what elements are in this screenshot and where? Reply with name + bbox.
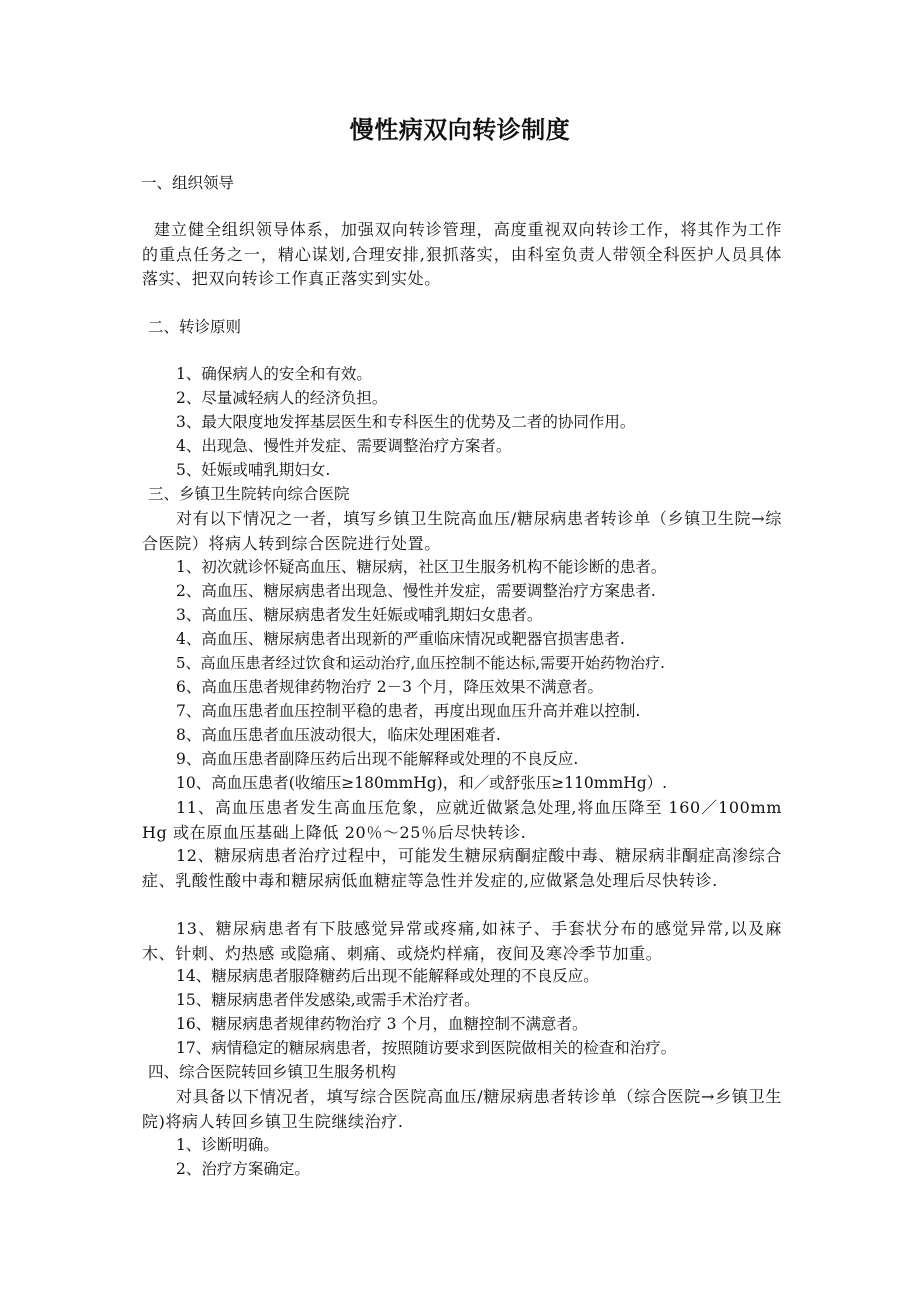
list-item: 1、诊断明确。 bbox=[176, 1136, 279, 1154]
list-item: 17、病情稳定的糖尿病患者，按照随访要求到医院做相关的检查和治疗。 bbox=[176, 1039, 677, 1057]
list-item: 9、高血压患者副降压药后出现不能解释或处理的不良反应. bbox=[176, 750, 579, 768]
list-item: 10、高血压患者(收缩压≥180mmHg)，和／或舒张压≥110mmHg）. bbox=[176, 774, 668, 792]
list-item: 16、糖尿病患者规律药物治疗 3 个月，血糖控制不满意者。 bbox=[176, 1015, 588, 1033]
list-item: 5、高血压患者经过饮食和运动治疗,血压控制不能达标,需要开始药物治疗. bbox=[176, 654, 665, 672]
document-title: 慢性病双向转诊制度 bbox=[349, 116, 571, 144]
section-heading-2: 二、转诊原则 bbox=[148, 318, 242, 336]
list-item: 4、高血压、糖尿病患者出现新的严重临床情况或靶器官损害患者. bbox=[176, 630, 625, 648]
list-item: 6、高血压患者规律药物治疗 2－3 个月，降压效果不满意者。 bbox=[176, 678, 603, 696]
list-item: 14、糖尿病患者服降糖药后出现不能解释或处理的不良反应。 bbox=[176, 967, 599, 985]
list-item: 1、确保病人的安全和有效。 bbox=[176, 365, 372, 383]
list-item: 13、糖尿病患者有下肢感觉异常或疼痛,如袜子、手套状分布的感觉异常,以及麻木、针刺、灼热感 或隐痛、刺痛、或烧灼样痛，夜间及寒冷季节加重。 bbox=[142, 919, 782, 963]
section-heading-1: 一、组织领导 bbox=[141, 174, 235, 192]
list-item: 3、最大限度地发挥基层医生和专科医生的优势及二者的协同作用。 bbox=[176, 413, 636, 431]
list-item: 8、高血压患者血压波动很大，临床处理困难者. bbox=[176, 726, 501, 744]
section-heading-4: 四、综合医院转回乡镇卫生服务机构 bbox=[148, 1063, 397, 1081]
list-item: 2、尽量减轻病人的经济负担。 bbox=[176, 389, 388, 407]
section-heading-3: 三、乡镇卫生院转向综合医院 bbox=[148, 485, 350, 503]
list-item: 1、初次就诊怀疑高血压、糖尿病，社区卫生服务机构不能诊断的患者。 bbox=[176, 558, 667, 576]
list-item: 11、高血压患者发生高血压危象，应就近做紧急处理,将血压降至 160／100mmHg 或在原血压基础上降低 20％～25％后尽快转诊. bbox=[142, 798, 782, 842]
section-1-paragraph: 建立健全组织领导体系，加强双向转诊管理，高度重视双向转诊工作，将其作为工作的重点任务之一，精心谋划,合理安排,狠抓落实，由科室负责人带领全科医护人员具体落实、把双向转诊工作真正落实到实处。 bbox=[142, 220, 782, 288]
list-item: 4、出现急、慢性并发症、需要调整治疗方案者。 bbox=[176, 437, 512, 455]
list-item: 15、糖尿病患者伴发感染,或需手术治疗者。 bbox=[176, 991, 480, 1009]
section-4-intro: 对具备以下情况者，填写综合医院高血压/糖尿病患者转诊单（综合医院→乡镇卫生院)将病人转回乡镇卫生院继续治疗. bbox=[142, 1087, 782, 1131]
section-3-intro: 对有以下情况之一者，填写乡镇卫生院高血压/糖尿病患者转诊单（乡镇卫生院→综合医院）将病人转到综合医院进行处置。 bbox=[142, 509, 782, 553]
list-item: 3、高血压、糖尿病患者发生妊娠或哺乳期妇女患者。 bbox=[176, 606, 543, 624]
list-item: 2、高血压、糖尿病患者出现急、慢性并发症，需要调整治疗方案患者. bbox=[176, 582, 656, 600]
list-item: 5、妊娠或哺乳期妇女. bbox=[176, 461, 331, 479]
list-item: 7、高血压患者血压控制平稳的患者，再度出现血压升高并难以控制. bbox=[176, 702, 641, 720]
list-item: 12、糖尿病患者治疗过程中，可能发生糖尿病酮症酸中毒、糖尿病非酮症高渗综合症、乳酸性酸中毒和糖尿病低血糖症等急性并发症的,应做紧急处理后尽快转诊. bbox=[142, 846, 782, 890]
list-item: 2、治疗方案确定。 bbox=[176, 1160, 310, 1178]
